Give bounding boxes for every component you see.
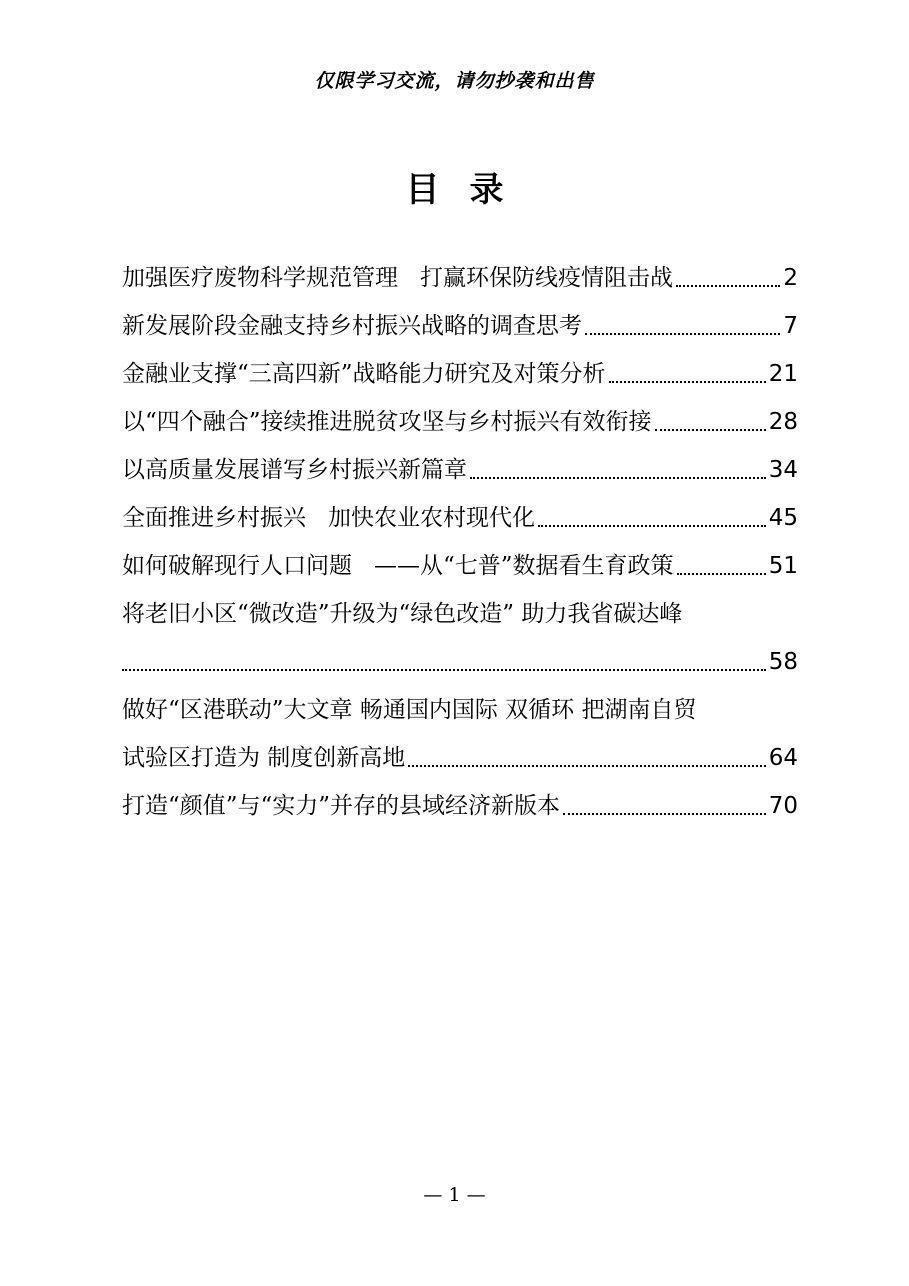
toc-entry-9-line-1[interactable] [122,686,798,734]
toc-entry-title: 如何破解现行人口问题 ——从“七普”数据看生育政策 [122,553,674,579]
header-note: 仅限学习交流，请勿抄袭和出售 [314,70,595,92]
toc-entry-8-line-1[interactable] [122,590,798,638]
toc-page-number: 64 [768,745,798,771]
toc-leader-dots [585,333,780,335]
toc-entry-10[interactable] [122,782,798,830]
toc-leader-dots [538,525,766,527]
toc-entry-title: 以“四个融合”接续推进脱贫攻坚与乡村振兴有效衔接 [122,409,652,435]
toc-page-number: 34 [768,457,798,483]
toc-page-number: 28 [768,409,798,435]
toc-entry-title: 新发展阶段金融支持乡村振兴战略的调查思考 [122,313,582,339]
toc-entry-5[interactable] [122,446,798,494]
toc-leader-dots [609,381,766,383]
toc-leader-dots [655,429,766,431]
toc-entry-title: 打造“颜值”与“实力”并存的县域经济新版本 [122,793,561,819]
toc-entry-4[interactable] [122,398,798,446]
toc-page-number: 21 [768,361,798,387]
toc-page-number: 58 [768,649,798,675]
toc-leader-dots [677,573,766,575]
toc-entry-title: 加强医疗废物科学规范管理 打赢环保防线疫情阻击战 [122,265,673,291]
toc-page-number: 45 [768,505,798,531]
toc-entry-2[interactable] [122,302,798,350]
toc-entry-7[interactable] [122,542,798,590]
page-title: 目录 [405,170,534,210]
toc-leader-dots [122,669,766,671]
toc-entry-1[interactable] [122,254,798,302]
toc-page-number: 51 [768,553,798,579]
toc-page-number: 2 [783,265,798,291]
toc-entry-8-line-2[interactable] [122,638,798,686]
toc-entry-9-line-2[interactable] [122,734,798,782]
toc-leader-dots [408,765,765,767]
toc-entry-3[interactable] [122,350,798,398]
toc-page-number: 70 [768,793,798,819]
toc-leader-dots [470,477,766,479]
toc-entry-title: 全面推进乡村振兴 加快农业农村现代化 [122,505,535,531]
toc-entry-title: 以高质量发展谱写乡村振兴新篇章 [122,457,467,483]
table-of-contents [122,254,798,830]
toc-entry-title-continued: 试验区打造为 制度创新高地 [122,745,406,771]
toc-leader-dots [563,813,766,815]
toc-entry-title: 金融业支撑“三高四新”战略能力研究及对策分析 [122,361,606,387]
toc-entry-6[interactable] [122,494,798,542]
toc-entry-title: 将老旧小区“微改造”升级为“绿色改造” 助力我省碳达峰 [122,601,683,627]
toc-entry-title: 做好“区港联动”大文章 畅通国内国际 双循环 把湖南自贸 [122,697,697,723]
toc-page-number: 7 [783,313,798,339]
page-number-footer: — 1 — [423,1184,486,1206]
toc-leader-dots [676,285,780,287]
